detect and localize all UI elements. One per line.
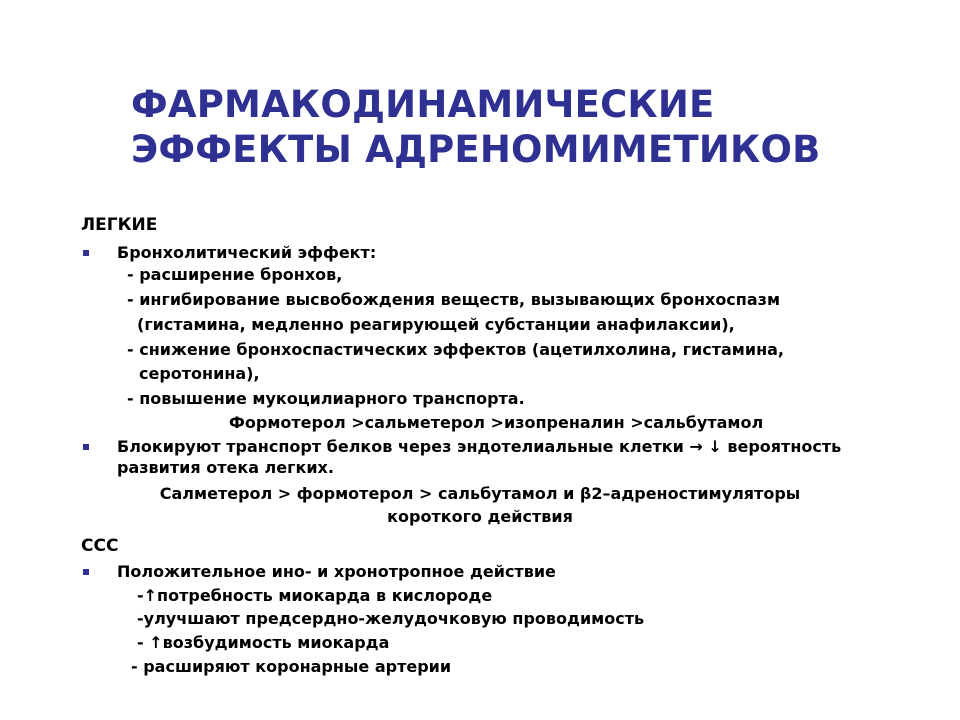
bullet-ino-chronotropic: Положительное ино- и хронотропное действие — [117, 562, 556, 581]
list-item: серотонина), — [139, 364, 260, 383]
list-item: - расширяют коронарные артерии — [131, 657, 452, 676]
list-item: - повышение мукоцилиарного транспорта. — [127, 389, 525, 408]
bullet-protein-transport: Блокируют транспорт белков через эндотелиальные клетки → ↓ вероятность — [117, 437, 842, 456]
list-item: - расширение бронхов, — [127, 265, 343, 284]
bullet-square-icon — [83, 250, 89, 256]
ranking-line: Салметерол > формотерол > сальбутамол и β2–адреностимуляторы — [159, 484, 801, 503]
title-line-1: ФАРМАКОДИНАМИЧЕСКИЕ — [131, 83, 715, 126]
list-item: -↑потребность миокарда в кислороде — [137, 586, 493, 605]
list-item: - ↑возбудимость миокарда — [137, 633, 390, 652]
list-item: (гистамина, медленно реагирующей субстанции анафилаксии), — [137, 315, 735, 334]
ranking-line: Формотерол >сальметерол >изопреналин >сальбутамол — [229, 413, 764, 432]
bullet-bronchodilation: Бронхолитический эффект: — [117, 243, 377, 262]
bullet-square-icon — [83, 444, 89, 450]
ranking-line-cont: короткого действия — [387, 507, 573, 526]
list-item: -улучшают предсердно-желудочковую проводимость — [137, 609, 645, 628]
section-heading-lungs: ЛЕГКИЕ — [81, 215, 158, 235]
section-heading-cvs: ССС — [81, 536, 119, 556]
bullet-square-icon — [83, 569, 89, 575]
list-item: - снижение бронхоспастических эффектов (ацетилхолина, гистамина, — [127, 340, 785, 359]
title-line-2: ЭФФЕКТЫ АДРЕНОМИМЕТИКОВ — [131, 128, 821, 171]
bullet-protein-transport-cont: развития отека легких. — [117, 458, 334, 477]
list-item: - ингибирование высвобождения веществ, вызывающих бронхоспазм — [127, 290, 781, 309]
